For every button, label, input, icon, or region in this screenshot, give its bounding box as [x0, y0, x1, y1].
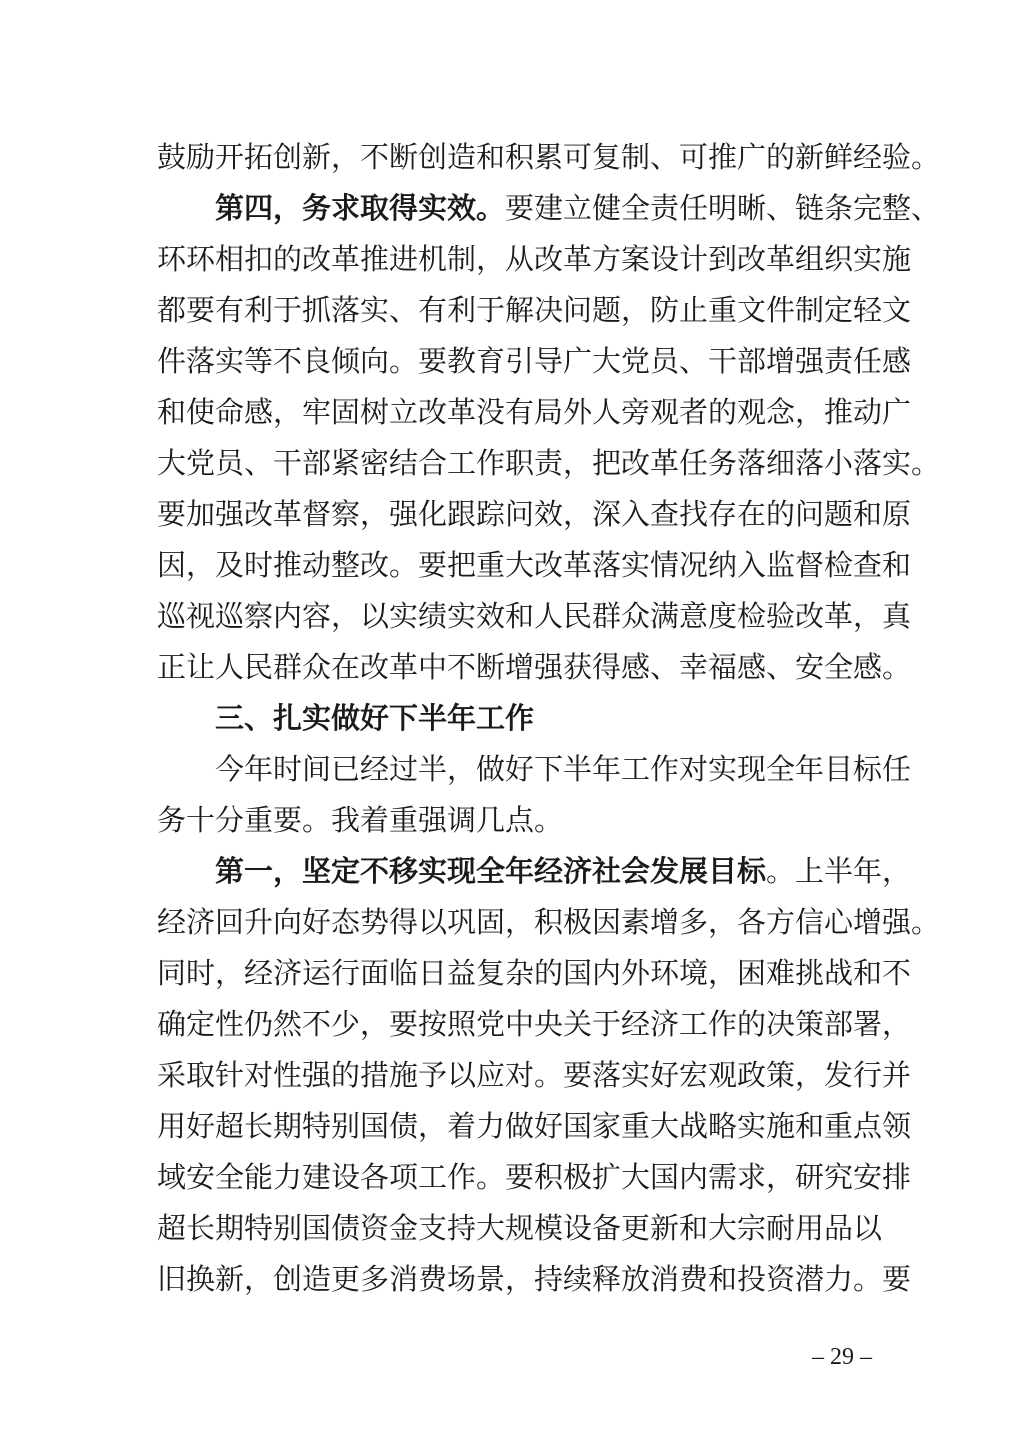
line-text: 鼓励开拓创新，不断创造和积累可复制、可推广的新鲜经验。: [157, 140, 941, 174]
paragraph-line: [157, 494, 912, 534]
line-text: 确定性仍然不少，要按照党中央关于经济工作的决策部署，: [157, 1007, 912, 1041]
paragraph-line: [157, 902, 941, 942]
paragraph-line: [157, 1004, 912, 1044]
line-text: 务十分重要。我着重强调几点。: [157, 803, 564, 837]
paragraph-line: [157, 1106, 912, 1146]
paragraph-line: [157, 188, 941, 228]
paragraph-line: [157, 647, 912, 687]
line-text: 域安全能力建设各项工作。要积极扩大国内需求，研究安排: [157, 1160, 912, 1194]
paragraph-line: [157, 1157, 912, 1197]
line-text: 同时，经济运行面临日益复杂的国内外环境，困难挑战和不: [157, 956, 912, 990]
paragraph-line: [157, 953, 912, 993]
paragraph-line: [157, 1055, 912, 1095]
line-text: 巡视巡察内容，以实绩实效和人民群众满意度检验改革，真: [157, 599, 912, 633]
line-text: 用好超长期特别国债，着力做好国家重大战略实施和重点领: [157, 1109, 912, 1143]
line-text: 采取针对性强的措施予以应对。要落实好宏观政策，发行并: [157, 1058, 912, 1092]
line-text: 旧换新，创造更多消费场景，持续释放消费和投资潜力。要: [157, 1262, 912, 1296]
paragraph-line: [157, 137, 941, 177]
paragraph-line: [157, 596, 912, 636]
line-text: 和使命感，牢固树立改革没有局外人旁观者的观念，推动广: [157, 395, 912, 429]
paragraph-line: [157, 392, 912, 432]
paragraph-line: [157, 545, 912, 585]
line-text: 。上半年，: [766, 854, 912, 888]
line-text: 正让人民群众在改革中不断增强获得感、幸福感、安全感。: [157, 650, 912, 684]
line-text: 超长期特别国债资金支持大规模设备更新和大宗耐用品以: [157, 1211, 883, 1245]
paragraph-line: [157, 443, 941, 483]
line-text: 因，及时推动整改。要把重大改革落实情况纳入监督检查和: [157, 548, 912, 582]
paragraph-line: [157, 851, 912, 891]
paragraph-line: [157, 800, 869, 840]
paragraph-line: [157, 239, 912, 279]
page-number: – 29 –: [812, 1344, 872, 1370]
line-text: 经济回升向好态势得以巩固，积极因素增多，各方信心增强。: [157, 905, 941, 939]
line-text: 环环相扣的改革推进机制，从改革方案设计到改革组织实施: [157, 242, 912, 276]
section-heading-text: 三、扎实做好下半年工作: [215, 701, 535, 735]
line-text: 要加强改革督察，强化跟踪问效，深入查找存在的问题和原: [157, 497, 912, 531]
paragraph-line: [157, 341, 912, 381]
paragraph-line: [157, 749, 912, 789]
section-lead-bold: 第一，坚定不移实现全年经济社会发展目标: [215, 854, 767, 888]
line-text: 件落实等不良倾向。要教育引导广大党员、干部增强责任感: [157, 344, 912, 378]
paragraph-line: [157, 1208, 883, 1248]
paragraph-line: [157, 1259, 912, 1299]
section-heading: [157, 698, 869, 738]
section-lead-bold: 第四，务求取得实效。: [215, 191, 506, 225]
line-text: 大党员、干部紧密结合工作职责，把改革任务落细落小落实。: [157, 446, 941, 480]
line-text: 都要有利于抓落实、有利于解决问题，防止重文件制定轻文: [157, 293, 912, 327]
line-text: 今年时间已经过半，做好下半年工作对实现全年目标任: [215, 752, 912, 786]
paragraph-line: [157, 290, 912, 330]
line-text: 要建立健全责任明晰、链条完整、: [505, 191, 941, 225]
